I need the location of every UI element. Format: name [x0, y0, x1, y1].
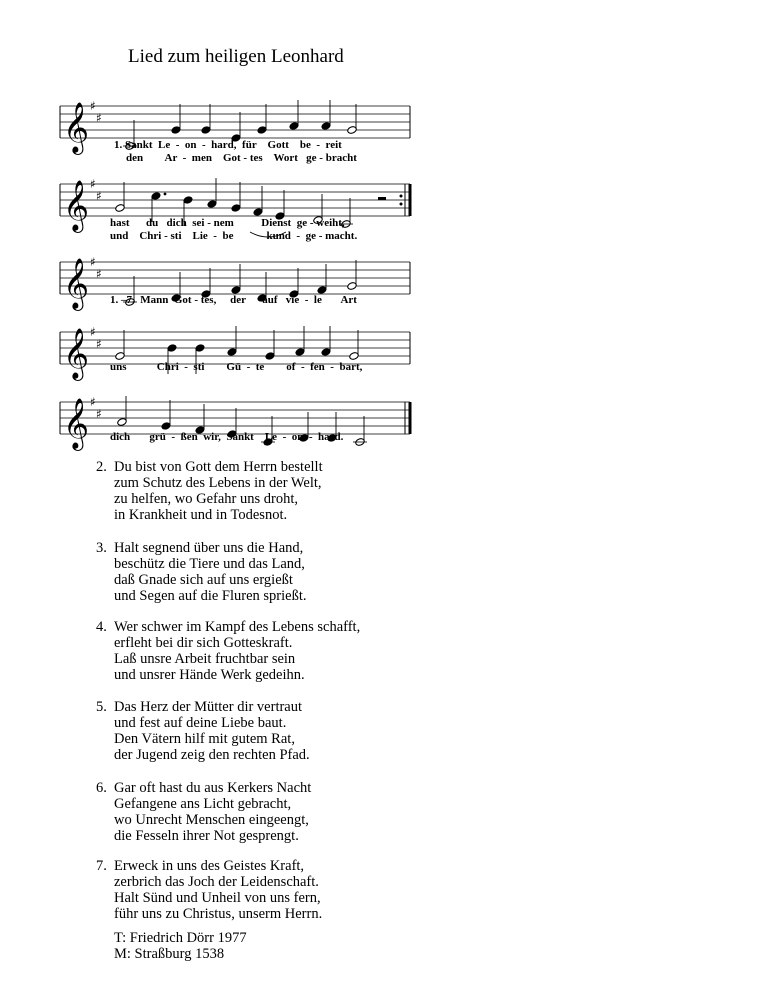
verse-line: zum Schutz des Lebens in der Welt,	[114, 475, 322, 491]
lyrics-line-1b: den Ar - men Got - tes Wort ge - bracht	[126, 152, 357, 164]
verse-number: 2.	[96, 459, 107, 475]
verse-5	[96, 699, 310, 763]
verse-line: und Segen auf die Fluren sprießt.	[114, 588, 307, 604]
verse-3	[96, 540, 307, 604]
verse-line: der Jugend zeig den rechten Pfad.	[114, 747, 310, 763]
sharp-icon: ♯	[96, 267, 102, 281]
sharp-icon: ♯	[96, 189, 102, 203]
verse-6	[96, 780, 311, 844]
song-title: Lied zum heiligen Leonhard	[128, 46, 344, 67]
verse-number: 6.	[96, 780, 107, 796]
verse-line: Du bist von Gott dem Herrn bestellt	[114, 459, 323, 475]
treble-clef-icon: 𝄞	[63, 258, 90, 309]
verse-number: 5.	[96, 699, 107, 715]
verse-line: in Krankheit und in Todesnot.	[114, 507, 288, 523]
lyrics-line-3: 1. –7. Mann Got - tes, der auf vie - le Art	[110, 294, 357, 306]
sharp-icon: ♯	[90, 395, 96, 409]
lyrics-line-2b: und Chri - sti Lie - be kund - ge - macht.	[110, 230, 358, 242]
treble-clef-icon: 𝄞	[63, 328, 90, 379]
music-staff-4	[60, 318, 420, 398]
melody-credit: M: Straßburg 1538	[114, 946, 225, 962]
sharp-icon: ♯	[90, 99, 96, 113]
verse-line: erfleht bei dir sich Gotteskraft.	[114, 635, 293, 651]
sharp-icon: ♯	[96, 407, 102, 421]
verse-line: Erweck in uns des Geistes Kraft,	[114, 858, 305, 874]
note-dot	[164, 193, 167, 196]
repeat-dot	[400, 195, 403, 198]
treble-clef-icon: 𝄞	[63, 180, 90, 231]
treble-clef-icon: 𝄞	[63, 102, 90, 153]
verse-line: und unsrer Hände Werk gedeihn.	[114, 667, 305, 683]
music-staff-3	[60, 248, 420, 328]
text-credit: T: Friedrich Dörr 1977	[114, 930, 247, 946]
verse-line: wo Unrecht Menschen eingeengt,	[114, 812, 309, 828]
verse-number: 4.	[96, 619, 107, 635]
sharp-icon: ♯	[90, 177, 96, 191]
verse-line: zu helfen, wo Gefahr uns droht,	[114, 491, 299, 507]
verse-line: Den Vätern hilf mit gutem Rat,	[114, 731, 295, 747]
verse-4	[96, 619, 360, 683]
verse-line: Gar oft hast du aus Kerkers Nacht	[114, 780, 312, 796]
lyrics-line-1a: 1. Sankt Le - on - hard, für Gott be - reit	[114, 139, 342, 151]
verse-line: Das Herz der Mütter dir vertraut	[114, 699, 303, 715]
verse-line: zerbrich das Joch der Leidenschaft.	[114, 874, 319, 890]
verse-line: Wer schwer im Kampf des Lebens schafft,	[114, 619, 361, 635]
verse-7	[96, 858, 322, 922]
verse-line: beschütz die Tiere und das Land,	[114, 556, 305, 572]
lyrics-line-5: dich grü - ßen wir, Sankt Le - on - hard.	[110, 431, 344, 443]
verse-line: Halt segnend über uns die Hand,	[114, 540, 304, 556]
credits	[114, 930, 247, 962]
staff-svg	[60, 318, 422, 398]
sharp-icon: ♯	[90, 255, 96, 269]
verse-line: Laß unsre Arbeit fruchtbar sein	[114, 651, 296, 667]
verse-number: 7.	[96, 858, 107, 874]
verse-line: und fest auf deine Liebe baut.	[114, 715, 287, 731]
sharp-icon: ♯	[96, 337, 102, 351]
verse-line: führ uns zu Christus, unserm Herrn.	[114, 906, 323, 922]
staff-svg	[60, 248, 422, 328]
verse-line: die Fesseln ihrer Not gesprengt.	[114, 828, 299, 844]
repeat-dot	[400, 203, 403, 206]
verse-number: 3.	[96, 540, 107, 556]
lyrics-line-2a: hast du dich sei - nem Dienst ge - weiht,	[110, 217, 345, 229]
staff-svg	[60, 388, 422, 468]
verse-line: daß Gnade sich auf uns ergießt	[114, 572, 293, 588]
verse-line: Gefangene ans Licht gebracht,	[114, 796, 292, 812]
verse-line: Halt Sünd und Unheil von uns fern,	[114, 890, 321, 906]
sharp-icon: ♯	[96, 111, 102, 125]
treble-clef-icon: 𝄞	[63, 398, 90, 449]
half-rest	[378, 197, 386, 200]
music-staff-5	[60, 388, 420, 468]
lyrics-line-4: uns Chri - sti Gü - te of - fen - bart,	[110, 361, 363, 373]
verse-2	[96, 459, 323, 523]
sharp-icon: ♯	[90, 325, 96, 339]
